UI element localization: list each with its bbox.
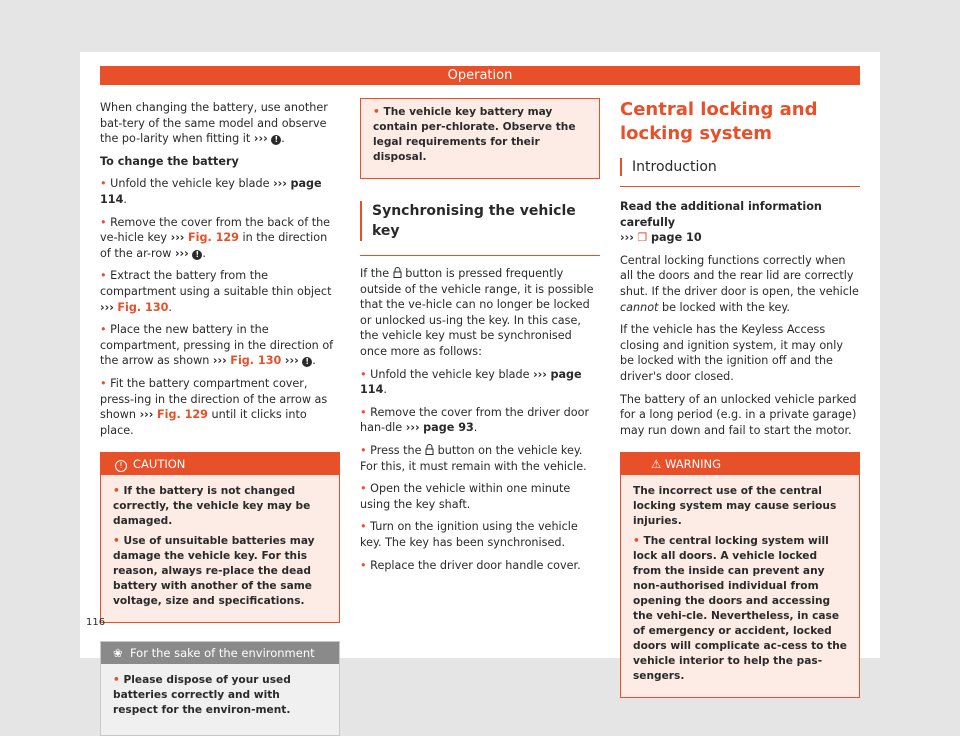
read-more: Read the additional information carefully ››› ❐ page 10 bbox=[620, 200, 822, 245]
column-right bbox=[620, 98, 860, 698]
caution-header: ! CAUTION bbox=[101, 453, 339, 475]
warning-icon: ! bbox=[302, 357, 312, 367]
list-item: • Use of unsuitable batteries may damage the vehicle key. For this reason, always re-place the dead battery with another of the same voltage, size and specifications. bbox=[113, 535, 315, 608]
figure-link[interactable]: Fig. 130 bbox=[117, 300, 169, 314]
warning-header: ⚠ WARNING bbox=[621, 453, 859, 475]
caution-box bbox=[100, 452, 340, 623]
warning-icon: ! bbox=[271, 135, 281, 145]
note-box bbox=[360, 98, 600, 179]
leaf-icon: ❀ bbox=[113, 646, 123, 661]
figure-link[interactable]: Fig. 130 bbox=[230, 354, 282, 368]
page-link[interactable]: page 93 bbox=[423, 421, 474, 435]
list-item: • The vehicle key battery may contain per-chlorate. Observe the legal requirements for their disposal. bbox=[373, 106, 576, 163]
list-item: • Remove the cover from the back of the ve-hicle key ››› Fig. 129 in the direction of the ar-row ››› ! . bbox=[100, 215, 331, 260]
warning-triangle-icon: ⚠ bbox=[651, 457, 662, 472]
page-link[interactable]: page 114 bbox=[100, 177, 322, 206]
page-link[interactable]: page 10 bbox=[651, 231, 702, 245]
chapter-title: Central locking and locking system bbox=[620, 99, 818, 144]
list-item: • The central locking system will lock all doors. A vehicle locked from the inside can prevent any non-authorised individual from opening the doors and accessing the vehi-cle. Nevertheless, in case of emergency or accident, locked doors will complicate ac-cess to the vehicle interior to help the pas-sengers. bbox=[633, 535, 847, 683]
list-item: • Remove the cover from the driver door han-dle ››› page 93. bbox=[360, 405, 590, 435]
body-paragraph: If the vehicle has the Keyless Access closing and ignition system, it may only be locked with the ignition off and the driver's door closed. bbox=[620, 323, 843, 383]
list-item: • Press the button on the vehicle key. For this, it must remain with the vehicle. bbox=[360, 443, 587, 473]
warning-box bbox=[620, 452, 860, 698]
lock-icon bbox=[425, 444, 434, 455]
list-item: • Turn on the ignition using the vehicle key. The key has been synchronised. bbox=[360, 520, 578, 549]
list-item: • If the battery is not changed correctly, the vehicle key may be damaged. bbox=[113, 485, 311, 528]
divider bbox=[620, 186, 860, 187]
list-item: • Fit the battery compartment cover, press-ing in the direction of the arrow as shown ››› Fig. 129 until it clicks into place. bbox=[100, 376, 328, 437]
figure-link[interactable]: Fig. 129 bbox=[187, 231, 239, 245]
section-title: Introduction bbox=[620, 158, 860, 176]
warning-lead: The incorrect use of the central locking system may cause serious injuries. bbox=[633, 485, 837, 528]
body-paragraph: The battery of an unlocked vehicle parked for a long period (e.g. in a private garage) may run down and fail to start the motor. bbox=[620, 392, 857, 437]
page-number: 116 bbox=[86, 617, 106, 628]
lock-icon bbox=[393, 267, 402, 278]
divider bbox=[360, 255, 600, 256]
list-item: • Please dispose of your used batteries correctly and with respect for the environ-ment. bbox=[113, 674, 291, 717]
list-item: • Open the vehicle within one minute using the key shaft. bbox=[360, 482, 571, 511]
warning-icon: ! bbox=[192, 250, 202, 260]
environment-header: ❀ For the sake of the environment bbox=[101, 642, 339, 664]
body-paragraph: Central locking functions correctly when all the doors and the rear lid are correctly shut. If the driver door is open, the vehicle cannot be locked with the key. bbox=[620, 253, 859, 314]
section-title: Synchronising the vehicle key bbox=[360, 201, 600, 241]
list-item: • Unfold the vehicle key blade ››› page 114. bbox=[100, 177, 322, 206]
page-header: Operation bbox=[100, 66, 860, 85]
page-link[interactable]: page 114 bbox=[360, 367, 582, 397]
list-item: • Extract the battery from the compartment using a suitable thin object ››› Fig. 130. bbox=[100, 269, 332, 314]
column-middle bbox=[360, 98, 600, 580]
book-icon: ❐ bbox=[637, 231, 648, 245]
list-item: • Unfold the vehicle key blade ››› page 114. bbox=[360, 367, 582, 397]
info-icon: ! bbox=[115, 460, 127, 472]
intro-paragraph: When changing the battery, use another bat-tery of the same model and observe the po-larity when fitting it ››› ! . bbox=[100, 101, 328, 146]
column-left bbox=[100, 100, 340, 736]
body-paragraph: If the button is pressed frequently outside of the vehicle range, it is possible that the ve-hicle can no longer be locked or unlocked us-ing the key. In this case, the vehicle key must be synchronised once more as follows: bbox=[360, 267, 594, 358]
figure-link[interactable]: Fig. 129 bbox=[156, 408, 208, 422]
subtitle: To change the battery bbox=[100, 154, 239, 168]
environment-box bbox=[100, 641, 340, 736]
list-item: • Replace the driver door handle cover. bbox=[360, 558, 581, 572]
list-item: • Place the new battery in the compartment, pressing in the direction of the arrow as shown ››› Fig. 130 ››› ! . bbox=[100, 323, 334, 368]
